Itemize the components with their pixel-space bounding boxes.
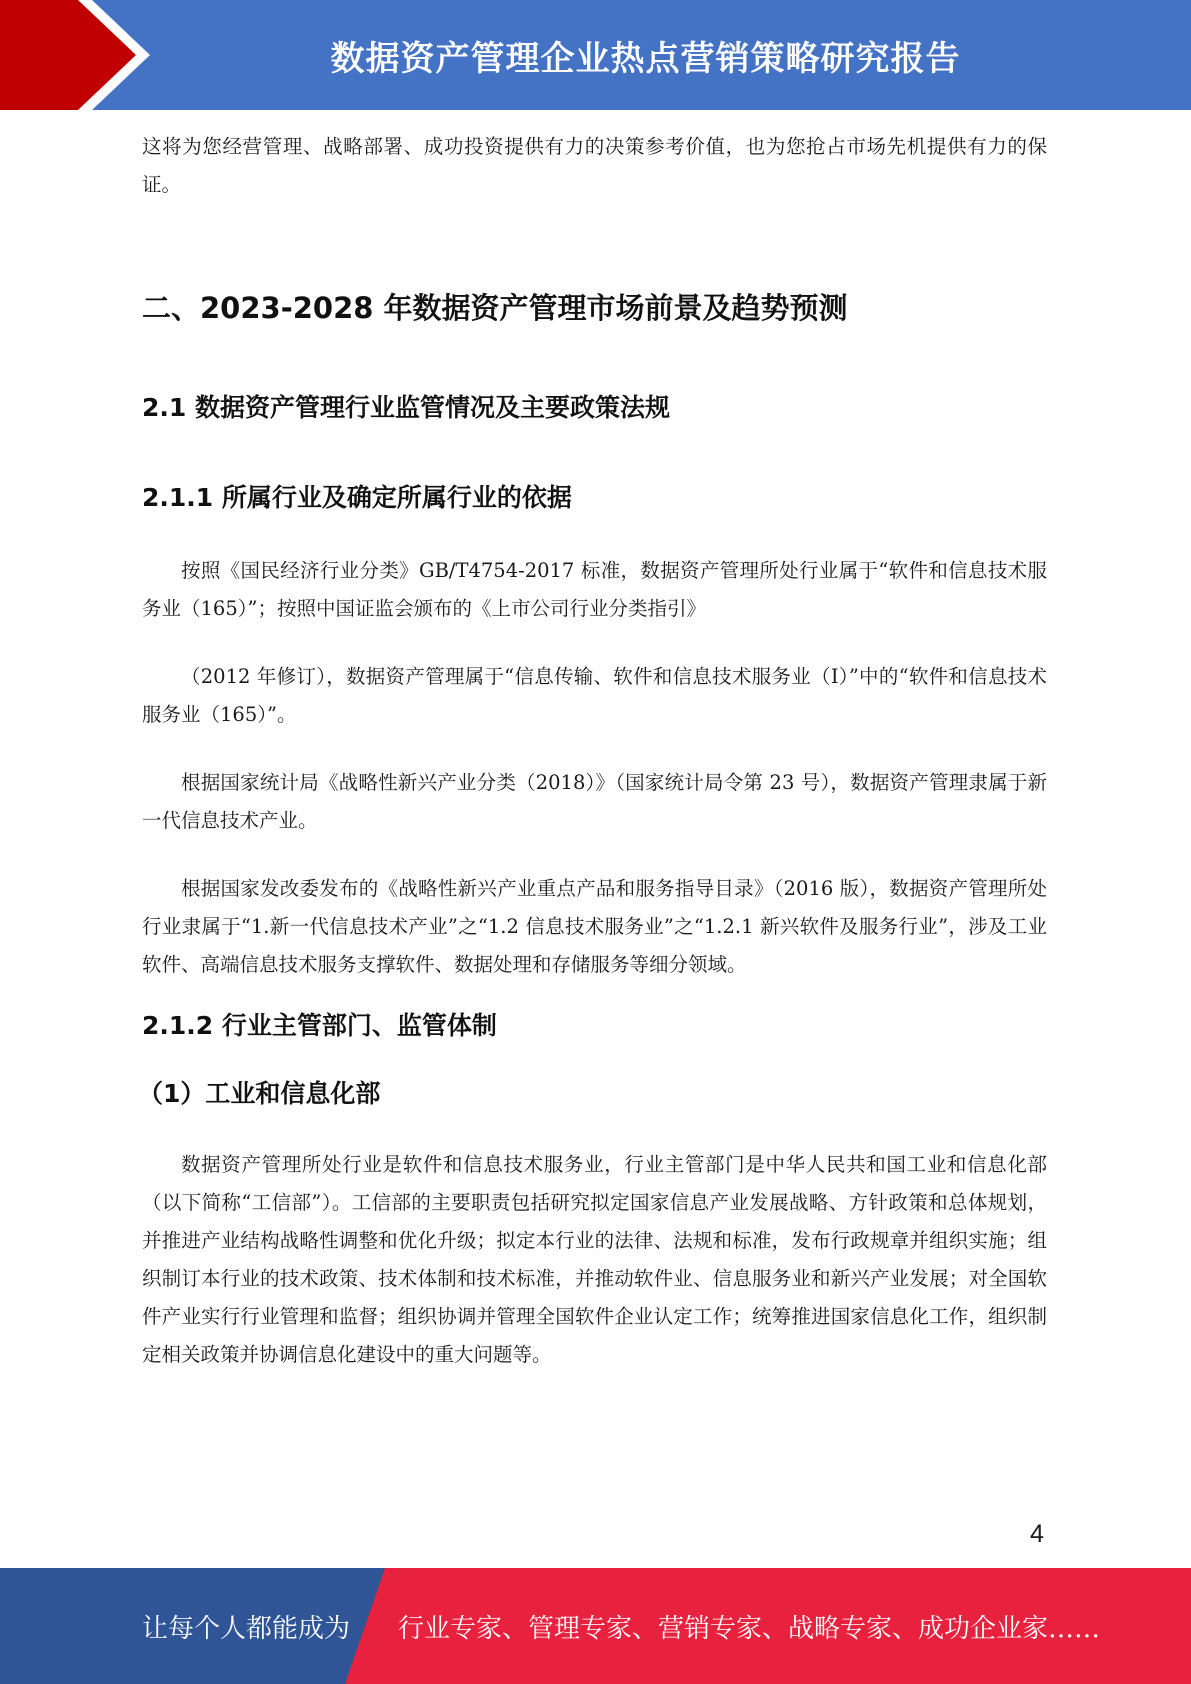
body-paragraph: 按照《国民经济行业分类》GB/T4754-2017 标准，数据资产管理所处行业属于“软件和信息技术服务业（165）”；按照中国证监会颁布的《上市公司行业分类指引》 bbox=[142, 559, 1047, 620]
footer-slogan-left: 让每个人都能成为 bbox=[142, 1613, 351, 1644]
body-paragraph: （2012 年修订），数据资产管理属于“信息传输、软件和信息技术服务业（I）”中的“软件和信息技术服务业（165）”。 bbox=[142, 665, 1047, 726]
body-paragraph: 数据资产管理所处行业是软件和信息技术服务业，行业主管部门是中华人民共和国工业和信息化部（以下简称“工信部”）。工信部的主要职责包括研究拟定国家信息产业发展战略、方针政策和总体规划，并推进产业结构战略性调整和优化升级；拟定本行业的法律、法规和标准，发布行政规章并组织实施；组织制订本行业的技术政策、技术体制和技术标准，并推动软件业、信息服务业和新兴产业发展；对全国软件产业实行行业管理和监督；组织协调并管理全国软件企业认定工作；统筹推进国家信息化工作，组织制定相关政策并协调信息化建设中的重大问题等。 bbox=[142, 1153, 1047, 1366]
page-header bbox=[0, 0, 1191, 110]
section-heading-2-1-2: 2.1.2 行业主管部门、监管体制 bbox=[142, 1011, 497, 1040]
section-heading-2-1: 2.1 数据资产管理行业监管情况及主要政策法规 bbox=[142, 393, 670, 422]
body-paragraph: 根据国家发改委发布的《战略性新兴产业重点产品和服务指导目录》（2016 版），数据资产管理所处行业隶属于“1.新一代信息技术产业”之“1.2 信息技术服务业”之“1.2.1 新兴软件及服务行业”，涉及工业软件、高端信息技术服务支撑软件、数据处理和存储服务等细分领域。 bbox=[142, 877, 1047, 976]
report-title: 数据资产管理企业热点营销策略研究报告 bbox=[330, 38, 961, 79]
subsection-heading: （1）工业和信息化部 bbox=[138, 1079, 381, 1108]
chapter-heading: 二、2023-2028 年数据资产管理市场前景及趋势预测 bbox=[142, 291, 848, 325]
page-number: 4 bbox=[1030, 1520, 1044, 1548]
header-chevron-decoration bbox=[0, 0, 160, 110]
page-footer bbox=[0, 1568, 1191, 1684]
section-heading-2-1-1: 2.1.1 所属行业及确定所属行业的依据 bbox=[142, 483, 572, 512]
footer-slogan-right: 行业专家、管理专家、营销专家、战略专家、成功企业家…… bbox=[398, 1613, 1101, 1644]
body-paragraph: 根据国家统计局《战略性新兴产业分类（2018）》（国家统计局令第 23 号），数据资产管理隶属于新一代信息技术产业。 bbox=[142, 771, 1047, 832]
intro-paragraph: 这将为您经营管理、战略部署、成功投资提供有力的决策参考价值，也为您抢占市场先机提供有力的保证。 bbox=[142, 135, 1047, 196]
page-content bbox=[138, 128, 1047, 1374]
